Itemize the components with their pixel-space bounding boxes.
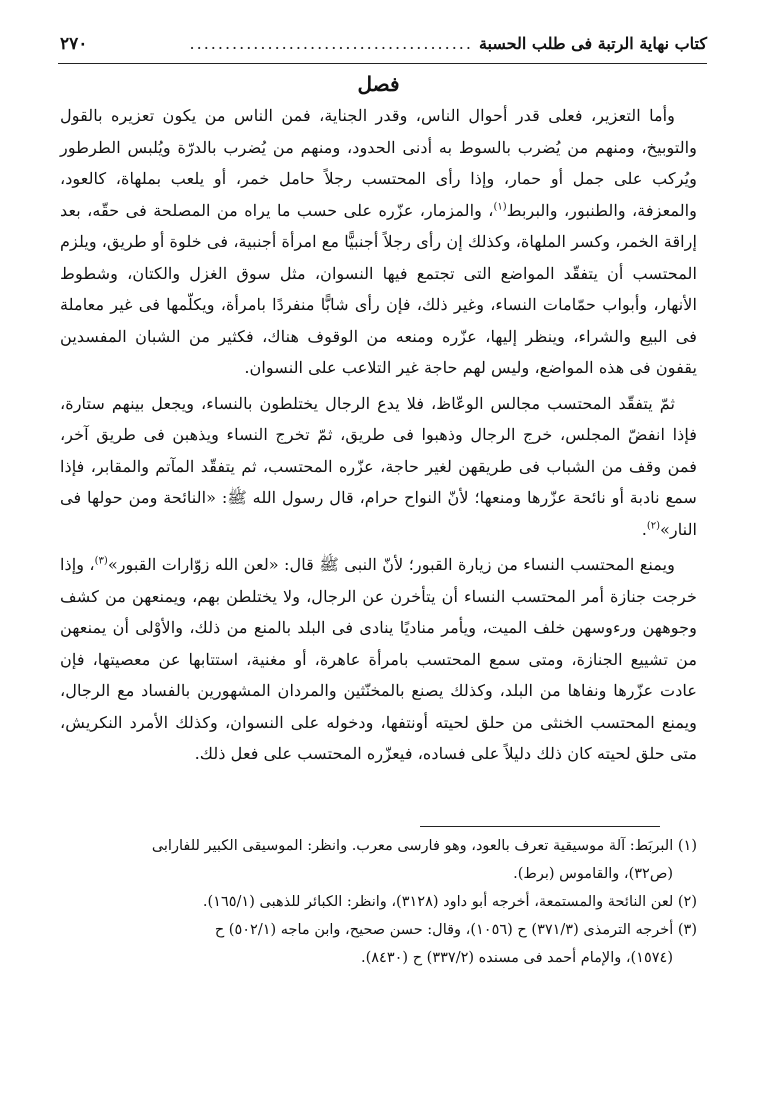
paragraph: ويمنع المحتسب النساء من زيارة القبور؛ لأنّ النبى ﷺ قال: «لعن الله زوّارات القبور»$^{(٣)}$، وإذا خرجت جنازة أمر المحتسب النساء أن يتأخرن عن الرجال، ولا يختلطن بهم، ويمنعهن من كشف وجوههن ورءوسهن خلف الميت، ويأمر مناديًا ينادى فى البلد بالمنع من ذلك، والأوْلى أن يمنعهن من تشييع الجنازة، ومتى سمع المحتسب بامرأة عاهرة، أو مغنية، استتابها عن معصيتها، فإن عادت عزّرها ونفاها من البلد، وكذلك يصنع بالمخنّثين والمردان المشهورين بالفساد مع الرجال، ويمنع المحتسب الخنثى من حلق لحيته أونتفها، ودخوله على النسوان، وكذلك الأمرد النكريش، متى حلق لحيته كان ذلك دليلاً على فساده، فيعزّره المحتسب على فعل ذلك. [60,555,697,763]
main-text [60,100,697,770]
footnote-ref: (١) [493,201,507,213]
section-title: فصل [357,72,400,96]
footnote-ref: (٣) [94,555,108,567]
footnote-ref: (٢) [646,520,661,532]
book-title: كتاب نهاية الرتبة فى طلب الحسبة [478,34,707,53]
footnotes [60,832,697,972]
paragraph: وأما التعزير، فعلى قدر أحوال الناس، وقدر الجناية، فمن الناس من يكون تعزيره بالقول والتوبيخ، ومنهم من يُضرب بالسوط به أدنى الحدود، ومنهم من يُضرب بالدرّة ويُلبس الطرطور ويُركب على جمل أو حمار، وإذا رأى المحتسب رجلاً حامل خمر، أو يلعب بملهاة، كالعود، والمعزفة، والطنبور، والبربط$^{(١)}$، والمزمار، عزّره على حسب ما يراه من المصلحة فى حقّه، بعد إراقة الخمر، وكسر الملهاة، وكذلك إن رأى رجلاً أجنبيًّا مع امرأة أجنبية، فى خلوة أو طريق، ويلزم المحتسب أن يتفقّد المواضع التى تجتمع فيها النسوان، مثل سوق الغزل والكتان، وشطوط الأنهار، وأبواب حمّامات النساء، وغير ذلك، فإن رأى شابًّا منفردًا بامرأة، ويكلّمها فى غير معاملة فى البيع والشراء، وينظر إليها، عزّره ومنعه من الوقوف هناك، فكثير من الشبان المفسدين يقفون فى هذه المواضع، وليس لهم حاجة غير التلاعب على النسوان. [60,106,697,377]
footnote: (٣) أخرجه الترمذى (٣٧١/٣) ح (١٠٥٦)، وقال: حسن صحيح، وابن ماجه (٥٠٢/١) ح [214,922,697,938]
page-number: ٢٧٠ [60,34,88,54]
running-header [60,34,707,64]
footnote: (٢) لعن النائحة والمستمعة، أخرجه أبو داود (٣١٢٨)، وانظر: الكبائر للذهبى (١٦٥/١). [202,894,697,910]
footnote-continuation: (ص٣٢)، والقاموس (برط). [513,866,673,882]
footnote-continuation: (١٥٧٤)، والإمام أحمد فى مسنده (٣٣٧/٢) ح (٨٤٣٠). [360,950,673,966]
footnote: (١) البربَط: آلة موسيقية تعرف بالعود، وهو فارسى معرب. وانظر: الموسيقى الكبير للفارابى [151,838,697,854]
paragraph: ثمّ يتفقّد المحتسب مجالس الوعّاظ، فلا يدع الرجال يختلطون بالنساء، ويجعل بينهم ستارة، فإذا انفضّ المجلس، خرج الرجال وذهبوا فى طريق، ثمّ تخرج النساء ويذهبن فى طريق آخر، فمن وقف من الشباب فى طريقهن لغير حاجة، عزّره المحتسب، ثم يتفقّد المآتم والمقابر، فإذا سمع نادبة أو نائحة عزّرها ومنعها؛ لأنّ النواح حرام، قال رسول الله ﷺ: «النائحة ومن حولها فى النار»$^{(٢)}$. [60,393,697,539]
leader-dots: ........................................ [189,34,473,53]
footnote-rule [420,826,660,827]
header-rule [58,63,707,64]
